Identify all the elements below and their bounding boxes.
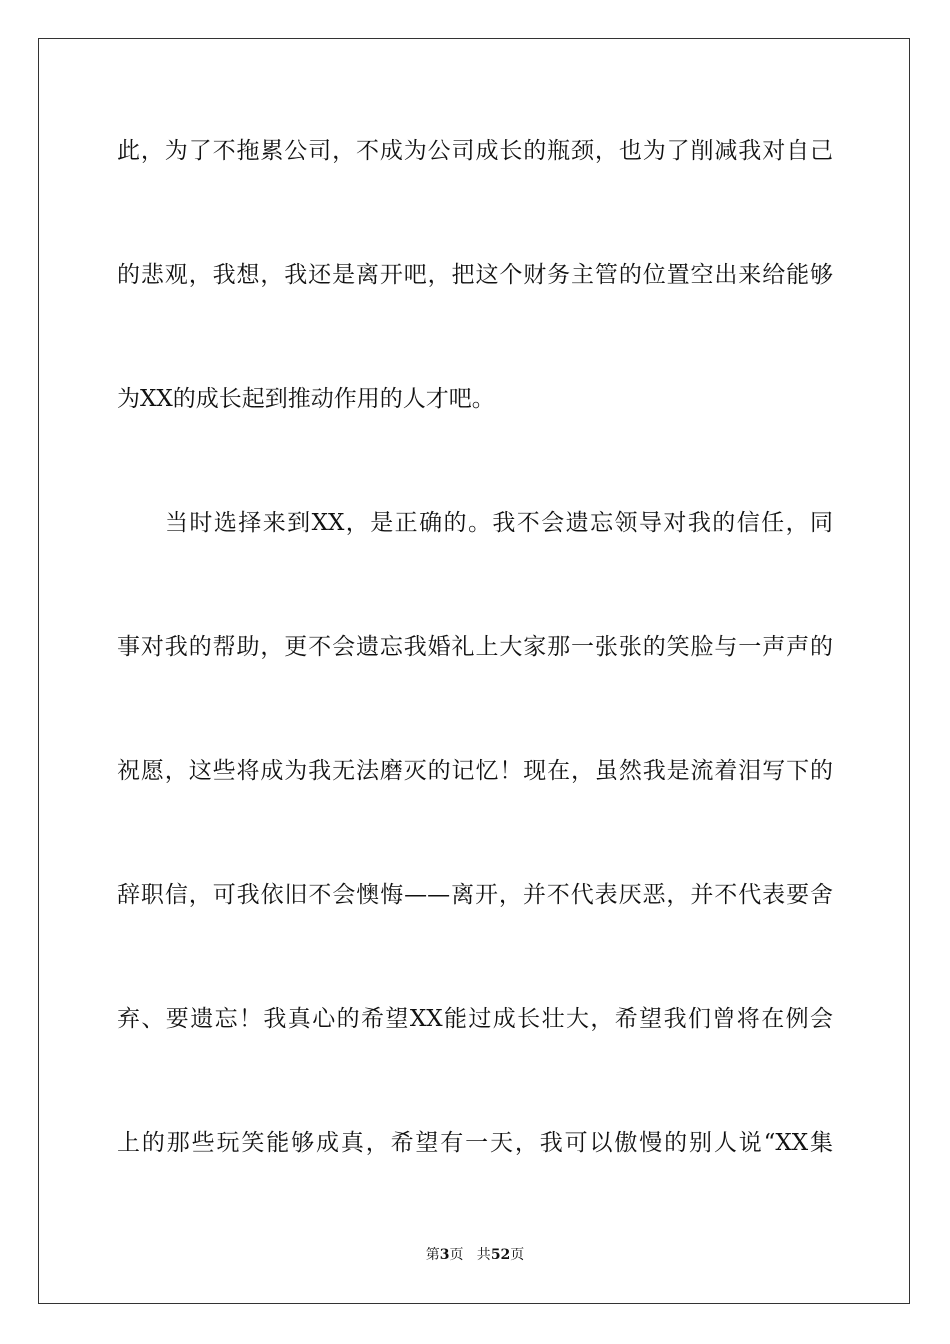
footer-page-number: 3 bbox=[439, 1247, 450, 1263]
text-line-4: 当时选择来到XX，是正确的。我不会遗忘领导对我的信任，同 bbox=[165, 510, 833, 536]
page-footer bbox=[0, 1245, 950, 1265]
text-line-3: 为XX的成长起到推动作用的人才吧。 bbox=[117, 386, 495, 412]
footer-total-pages: 52 bbox=[490, 1247, 511, 1263]
page-border bbox=[38, 38, 910, 1304]
text-line-6: 祝愿，这些将成为我无法磨灭的记忆！现在，虽然我是流着泪写下的 bbox=[117, 758, 833, 784]
text-line-7: 辞职信，可我依旧不会懊悔——离开，并不代表厌恶，并不代表要舍 bbox=[117, 882, 833, 908]
footer-prefix: 第 bbox=[425, 1247, 440, 1263]
text-line-8: 弃、要遗忘！我真心的希望XX能过成长壮大，希望我们曾将在例会 bbox=[117, 1006, 833, 1032]
footer-mid: 页 共 bbox=[449, 1247, 491, 1263]
footer-suffix: 页 bbox=[510, 1247, 525, 1263]
text-line-1: 此，为了不拖累公司，不成为公司成长的瓶颈，也为了削减我对自己 bbox=[117, 138, 833, 164]
text-line-9: 上的那些玩笑能够成真，希望有一天，我可以傲慢的别人说“XX集 bbox=[117, 1130, 833, 1156]
text-line-2: 的悲观，我想，我还是离开吧，把这个财务主管的位置空出来给能够 bbox=[117, 262, 833, 288]
text-line-5: 事对我的帮助，更不会遗忘我婚礼上大家那一张张的笑脸与一声声的 bbox=[117, 634, 833, 660]
